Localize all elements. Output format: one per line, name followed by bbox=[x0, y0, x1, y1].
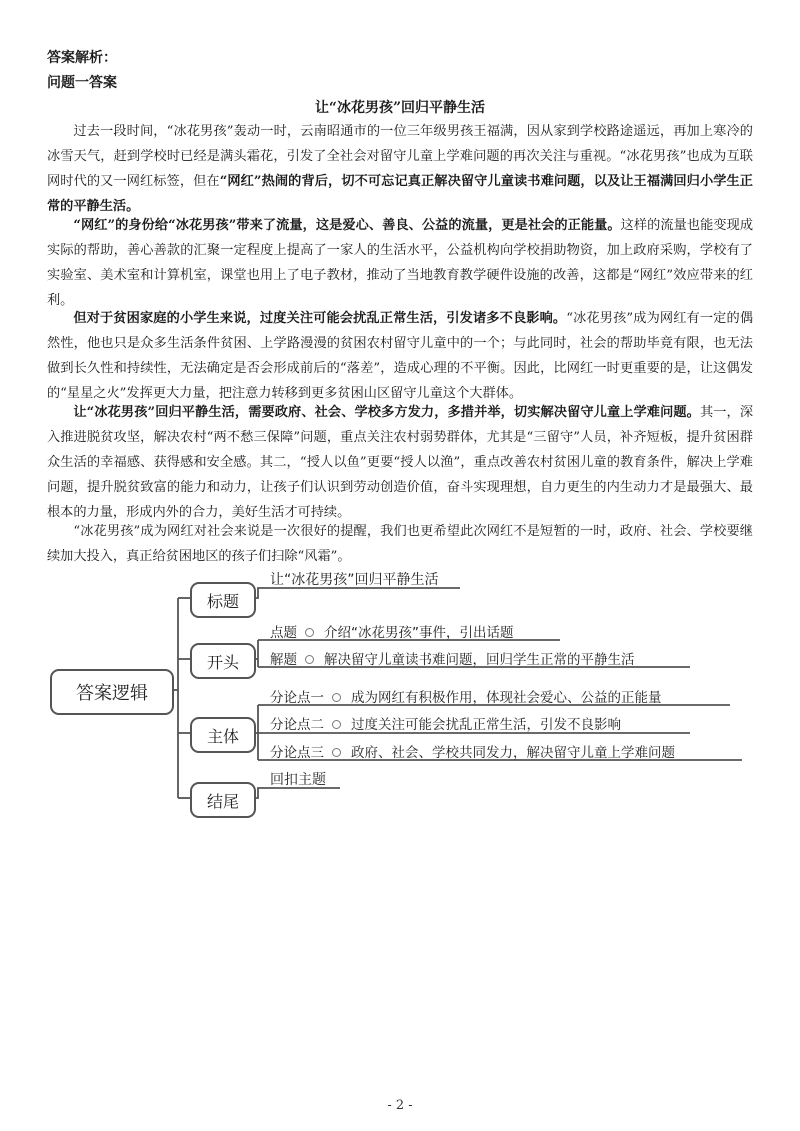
mindmap-opening-sub1 bbox=[270, 621, 514, 641]
bullet-circle-icon bbox=[332, 720, 341, 729]
bullet-circle-icon bbox=[305, 628, 314, 637]
sub-text: 成为网红有积极作用，体现社会爱心、公益的正能量 bbox=[351, 690, 662, 706]
paragraph-5: “冰花男孩”成为网红对社会来说是一次很好的提醒，我们也更希望此次网红不是短暂的一时，政府、社会、学校要继续加大投入，真正给贫困地区的孩子们扫除“风霜”。 bbox=[47, 524, 753, 564]
paragraph-3: 但对于贫困家庭的小学生来说，过度关注可能会扰乱正常生活，引发诸多不良影响。“冰花男孩”成为网红有一定的偶然性，他也只是众多生活条件贫困、上学路漫漫的贫困农村留守儿童中的一个；与此同时，社会的帮助毕竟有限，也无法做到长久性和持续性，无法确定是否会形成前后的“落差”，造成心理的不平衡。因此，比网红一时更重要的是，让这偶发的“星星之火”发挥更大力量，把注意力转移到更多贫困山区留守儿童这个大群体。 bbox=[47, 311, 754, 401]
mindmap-node-opening: 开头 bbox=[190, 643, 256, 679]
section-heading: 答案解析： bbox=[47, 50, 117, 66]
mindmap-root: 答案逻辑 bbox=[50, 669, 174, 715]
mindmap-body-sub1 bbox=[270, 686, 662, 706]
sub-label: 分论点一 bbox=[270, 690, 324, 706]
mindmap-ending-leaf: 回扣主题 bbox=[270, 772, 326, 788]
bullet-circle-icon bbox=[332, 693, 341, 702]
bullet-circle-icon bbox=[305, 655, 314, 664]
sub-label: 解题 bbox=[270, 652, 297, 668]
page-number: - 2 - bbox=[387, 1098, 413, 1113]
paragraph-1: 过去一段时间，“冰花男孩”轰动一时，云南昭通市的一位三年级男孩王福满，因从家到学校路途遥远，再加上寒冷的冰雪天气，赶到学校时已经是满头霜花，引发了全社会对留守儿童上学难问题的再次关注与重视。“冰花男孩”也成为互联网时代的又一网红标签，但在“网红”热闹的背后，切不可忘记真正解决留守儿童读书难问题，以及让王福满回归小学生正常的平静生活。 bbox=[47, 124, 753, 214]
sub-label: 分论点二 bbox=[270, 717, 324, 733]
sub-text: 介绍“冰花男孩”事件，引出话题 bbox=[324, 625, 514, 641]
bullet-circle-icon bbox=[332, 748, 341, 757]
mindmap-node-ending: 结尾 bbox=[190, 782, 256, 818]
sub-label: 点题 bbox=[270, 625, 297, 641]
essay-title: 让“冰花男孩”回归平静生活 bbox=[314, 100, 486, 116]
question-heading: 问题一答案 bbox=[47, 75, 117, 91]
mindmap-body-sub3 bbox=[270, 741, 675, 761]
paragraph-4: 让“冰花男孩”回归平静生活，需要政府、社会、学校多方发力，多措并举，切实解决留守儿童上学难问题。其一，深入推进脱贫攻坚，解决农村“两不愁三保障”问题，重点关注农村弱势群体，尤其是“三留守”人员，补齐短板，提升贫困群众生活的幸福感、获得感和安全感。其二，“授人以鱼”更要“授人以渔”，重点改善农村贫困儿童的教育条件，解决上学难问题，提升脱贫致富的能力和动力，让孩子们认识到劳动创造价值，奋斗实现理想，自力更生的内生动力才是最强大、最根本的力量，形成内外的合力，美好生活才可持续。 bbox=[47, 405, 754, 520]
sub-text: 政府、社会、学校共同发力，解决留守儿童上学难问题 bbox=[351, 745, 675, 761]
paragraph-2: “网红”的身份给“冰花男孩”带来了流量，这是爱心、善良、公益的流量，更是社会的正能量。这样的流量也能变现成实际的帮助，善心善款的汇聚一定程度上提高了一家人的生活水平，公益机构向学校捐助物资，加上政府采购，学校有了实验室、美术室和计算机室，课堂也用上了电子教材，推动了当地教育教学硬件设施的改善，这都是“网红”效应带来的红利。 bbox=[47, 218, 754, 308]
sub-text: 解决留守儿童读书难问题，回归学生正常的平静生活 bbox=[324, 652, 635, 668]
mindmap-node-body: 主体 bbox=[190, 717, 256, 753]
mindmap-body-sub2 bbox=[270, 713, 621, 733]
mindmap-opening-sub2 bbox=[270, 648, 635, 668]
mindmap-title-leaf: 让“冰花男孩”回归平静生活 bbox=[270, 572, 439, 588]
mindmap-node-title: 标题 bbox=[190, 582, 256, 618]
sub-label: 分论点三 bbox=[270, 745, 324, 761]
sub-text: 过度关注可能会扰乱正常生活，引发不良影响 bbox=[351, 717, 621, 733]
